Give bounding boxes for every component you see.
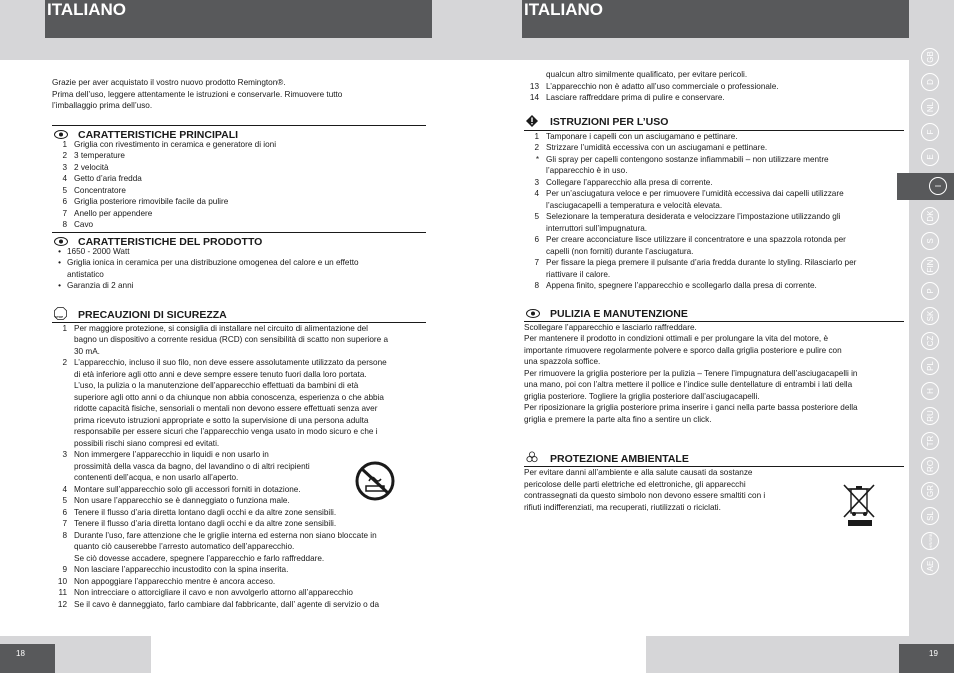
section-cleaning	[524, 304, 904, 322]
list-line	[52, 380, 426, 392]
list-line	[52, 587, 426, 599]
list-line	[524, 69, 904, 81]
item-number: 8	[62, 530, 67, 540]
language-tab[interactable]: GR	[921, 482, 939, 500]
item-number	[52, 346, 74, 358]
item-text: Collegare l’apparecchio alla presa di corrente.	[546, 177, 713, 187]
language-tab[interactable]: SL	[921, 507, 939, 525]
item-number	[52, 369, 74, 381]
page-number-right: 19	[899, 644, 954, 673]
page-title-right: ITALIANO	[522, 0, 909, 38]
item-number	[524, 269, 546, 281]
item-number	[524, 165, 546, 177]
instructions-list	[524, 131, 904, 292]
item-number	[52, 403, 74, 415]
recycle-icon	[526, 451, 538, 463]
list-line	[52, 599, 426, 611]
item-text: Anello per appendere	[74, 208, 153, 218]
list-line	[524, 165, 904, 177]
intro-text	[52, 77, 426, 112]
item-text: Se ciò dovesse accadere, spegnere l’apparecchio e farlo raffreddare.	[74, 553, 325, 563]
item-number: 11	[58, 588, 67, 597]
list-line	[524, 280, 904, 292]
list-item	[52, 208, 426, 220]
item-text: Non immergere l’apparecchio in liquidi e non usarlo in	[74, 450, 269, 459]
list-line	[524, 131, 904, 143]
list-item	[52, 219, 426, 231]
item-text: L’apparecchio, incluso il suo filo, non deve essere assolutamente utilizzato da persone	[74, 358, 387, 367]
list-line	[524, 200, 904, 212]
item-text: bagno un dispositivo a corrente residua (RCD) con sensibilità di scatto non superiore a	[74, 335, 389, 344]
language-tab[interactable]: TR	[921, 432, 939, 450]
item-text: Selezionare la temperatura desiderata e velocizzare l’impostazione utilizzando gli	[546, 212, 841, 221]
cleaning-line: Per riposizionare la griglia posteriore prima inserire i ganci nella parte bassa posteriore della	[524, 403, 858, 412]
item-text: Getto d’aria fredda	[74, 174, 142, 183]
language-tab[interactable]: AE	[921, 557, 939, 575]
item-number: 9	[62, 565, 67, 574]
list-line	[52, 357, 426, 369]
features-title: CARATTERISTICHE PRINCIPALI	[78, 128, 239, 141]
item-text: qualcun altro similmente qualificato, per evitare pericoli.	[546, 70, 748, 79]
item-text: 30 mA.	[74, 346, 100, 356]
item-number: 10	[57, 576, 67, 586]
item-number: 5	[534, 212, 539, 221]
list-line	[524, 142, 904, 154]
list-line	[52, 507, 426, 519]
item-number: 1	[62, 323, 67, 333]
language-tab[interactable]: FIN	[921, 257, 939, 275]
safety-list-continued	[524, 69, 904, 104]
item-text: contenenti dell’acqua, e non usarlo all’aperto.	[74, 473, 239, 482]
item-text: Appena finito, spegnere l’apparecchio e scollegarlo dalla presa di corrente.	[546, 281, 817, 290]
list-line	[52, 415, 426, 427]
item-text: Gli spray per capelli contengono sostanze infiammabili – non utilizzare mentre	[546, 154, 829, 164]
item-text: Griglia ionica in ceramica per una distribuzione omogenea del calore e un effetto	[67, 258, 359, 267]
safety-title: PRECAUZIONI DI SICUREZZA	[78, 308, 227, 321]
left-column	[52, 77, 426, 610]
section-instructions	[524, 112, 904, 131]
item-number	[524, 200, 546, 212]
list-line	[52, 426, 426, 438]
section-safety	[52, 305, 426, 323]
language-tab[interactable]: RU	[921, 407, 939, 425]
item-text: di età inferiore agli otto anni e deve sempre essere tenuto fuori dalla loro portata.	[74, 369, 367, 379]
cleaning-line: griglia e premere la parte alta fino a sentire un click.	[524, 414, 712, 424]
list-line	[524, 81, 904, 93]
list-line	[52, 438, 426, 450]
item-number: 3	[534, 177, 539, 187]
item-number	[52, 553, 74, 565]
list-line	[52, 576, 426, 588]
item-text: Per creare acconciature lisce utilizzare il concentratore e una spazzola rotonda per	[546, 235, 846, 244]
item-text: superiore agli otto anni o da chiunque non abbia conoscenza, esperienza o che abbia	[74, 392, 384, 402]
list-line	[52, 553, 426, 565]
item-text: Concentratore	[74, 185, 126, 195]
item-text: interruttori sull’impugnatura.	[546, 223, 648, 233]
item-number: 3	[62, 162, 67, 172]
item-text: Tamponare i capelli con un asciugamano e pettinare.	[546, 131, 738, 141]
item-text: Montare sull’apparecchio solo gli accessori forniti in dotazione.	[74, 484, 301, 494]
eye-icon	[526, 309, 540, 318]
item-text: Non lasciare l’apparecchio incustodito con la spina inserita.	[74, 565, 289, 574]
item-text: antistatico	[67, 269, 104, 279]
list-line	[52, 392, 426, 404]
item-number: 2	[62, 358, 67, 367]
item-text: possibili rischi siano compresi ed evitati.	[74, 438, 220, 448]
item-text: 3 temperature	[74, 151, 125, 160]
list-line	[524, 154, 904, 166]
item-text: Garanzia di 2 anni	[67, 281, 134, 290]
list-line	[524, 188, 904, 200]
language-tab[interactable]: H	[921, 382, 939, 400]
crossed-bin-icon	[840, 483, 878, 527]
item-text: Per maggiore protezione, si consiglia di installare nel circuito di alimentazione del	[74, 323, 368, 333]
list-line	[524, 257, 904, 269]
list-line	[52, 518, 426, 530]
list-line	[524, 92, 904, 104]
item-text: Se il cavo è danneggiato, farlo cambiare dal fabbricante, dall’ agente di servizio o da	[74, 599, 380, 609]
instructions-title: ISTRUZIONI PER L’USO	[550, 115, 669, 128]
language-tab[interactable]: P	[921, 282, 939, 300]
item-number: 4	[534, 189, 539, 198]
item-text: Tenere il flusso d’aria diretta lontano dagli occhi e da altre zone sensibili.	[74, 507, 337, 517]
item-number: 1	[534, 131, 539, 141]
product-list	[52, 246, 426, 292]
item-text: prossimità della vasca da bagno, del lavandino o di altri recipienti	[74, 461, 310, 471]
language-tab[interactable]: SK	[921, 307, 939, 325]
language-tab[interactable]: S	[921, 232, 939, 250]
list-item	[52, 269, 426, 281]
item-number: *	[535, 154, 539, 164]
language-tab[interactable]: PL	[921, 357, 939, 375]
item-number: 13	[529, 81, 539, 91]
item-text: 2 velocità	[74, 162, 109, 172]
item-text: Non usare l’apparecchio se è danneggiato o funziona male.	[74, 496, 290, 505]
item-number: 4	[62, 484, 67, 494]
item-number: 6	[62, 507, 67, 517]
list-line	[52, 323, 426, 335]
item-text: L’uso, la pulizia o la manutenzione dell’apparecchio effettuati da bambini di età	[74, 381, 359, 390]
item-number	[52, 426, 74, 438]
cleaning-title: PULIZIA E MANUTENZIONE	[550, 307, 688, 320]
item-number: 5	[62, 185, 67, 195]
item-number	[52, 541, 74, 553]
list-line	[524, 177, 904, 189]
item-number	[52, 438, 74, 450]
item-text: 1650 - 2000 Watt	[67, 246, 130, 256]
no-water-icon	[355, 461, 395, 501]
intro-line: Grazie per aver acquistato il vostro nuovo prodotto Remington®.	[52, 78, 286, 87]
language-tab[interactable]: F	[921, 123, 939, 141]
page-title-left: ITALIANO	[45, 0, 432, 38]
list-line	[524, 223, 904, 235]
list-line	[52, 449, 426, 461]
environment-line: contrassegnati da questo simbolo non devono essere smaltiti con i	[524, 491, 766, 500]
warning-icon	[526, 115, 538, 127]
intro-line: l’imballaggio prima dell’uso.	[52, 101, 153, 110]
language-tab[interactable]: HR/SRB	[921, 532, 939, 550]
language-tabs	[909, 48, 954, 582]
item-number: 5	[62, 496, 67, 505]
item-text: Tenere il flusso d’aria diretta lontano dagli occhi e da altre zone sensibili.	[74, 519, 337, 528]
item-number	[524, 246, 546, 258]
item-text: Strizzare l’umidità eccessiva con un asciugamani e pettinare.	[546, 143, 768, 152]
item-text: Non intrecciare o attorcigliare il cavo e non avvolgerlo attorno all’apparecchio	[74, 588, 353, 597]
list-line	[52, 369, 426, 381]
item-number: 1	[62, 139, 67, 149]
language-tab[interactable]: CZ	[921, 332, 939, 350]
environment-line: pericolose delle parti elettriche ed elettroniche, gli apparecchi	[524, 479, 746, 489]
item-text: quanto ciò causerebbe l’arresto automatico dell’apparecchio.	[74, 542, 295, 551]
list-line	[52, 334, 426, 346]
item-number	[524, 69, 546, 81]
item-text: capelli (non forniti) durante l’asciugatura.	[546, 246, 694, 256]
item-number: 2	[534, 143, 539, 152]
item-number: 7	[62, 208, 67, 218]
item-text: Per un’asciugatura veloce e per rimuovere l’umidità eccessiva dai capelli utilizzare	[546, 189, 844, 198]
product-title: CARATTERISTICHE DEL PRODOTTO	[78, 235, 263, 248]
cleaning-line: griglia posteriore. Togliere la griglia posteriore dall’asciugacapelli.	[524, 391, 760, 401]
item-number: 6	[534, 235, 539, 244]
list-item	[52, 162, 426, 174]
intro-line: Prima dell’uso, leggere attentamente le istruzioni e conservarle. Rimuovere tutto	[52, 89, 343, 99]
stop-icon-label: STOP	[55, 314, 64, 319]
bullet: •	[58, 246, 61, 256]
cleaning-line: una spazzola soffice.	[524, 357, 601, 366]
list-item	[52, 150, 426, 162]
list-line	[52, 346, 426, 358]
list-item	[52, 185, 426, 197]
item-text: Lasciare raffreddare prima di pulire e conservare.	[546, 93, 725, 102]
item-text: Griglia posteriore rimovibile facile da pulire	[74, 197, 229, 206]
cleaning-line: Per rimuovere la griglia posteriore per la pulizia – Tenere l’impugnatura dell’asciugacapelli in	[524, 368, 858, 378]
item-text: Griglia con rivestimento in ceramica e generatore di ioni	[74, 139, 277, 149]
item-text: L’apparecchio non è adatto all’uso commerciale o professionale.	[546, 81, 779, 91]
eye-icon	[54, 237, 68, 246]
item-text: Cavo	[74, 220, 94, 229]
item-number	[52, 334, 74, 346]
language-tab[interactable]: D	[921, 73, 939, 91]
item-number: 6	[62, 197, 67, 206]
list-line	[524, 269, 904, 281]
cleaning-line: una mano, poi con l’altra mettere il pollice e l’indice sulle dentellature di entrambi i lati della	[524, 380, 853, 389]
list-item	[52, 173, 426, 185]
bullet	[52, 269, 67, 281]
list-line	[524, 211, 904, 223]
item-number	[52, 461, 74, 473]
environment-title: PROTEZIONE AMBIENTALE	[550, 453, 689, 465]
language-tab[interactable]: GB	[921, 48, 939, 66]
cleaning-text	[524, 322, 904, 426]
item-number	[52, 415, 74, 427]
list-line	[52, 403, 426, 415]
bullet: •	[58, 281, 61, 290]
item-text: Non appoggiare l’apparecchio mentre è ancora acceso.	[74, 576, 276, 586]
item-number: 8	[62, 220, 67, 229]
language-tab[interactable]: RO	[921, 457, 939, 475]
item-number: 7	[534, 258, 539, 267]
page-number-left: 18	[0, 644, 55, 673]
list-line	[524, 234, 904, 246]
list-item	[52, 196, 426, 208]
environment-line: rifiuti indifferenziati, ma recuperati, riutilizzati o riciclati.	[524, 502, 721, 512]
list-item	[52, 280, 426, 292]
item-number: 14	[529, 93, 539, 102]
item-text: Durante l’uso, fare attenzione che le griglie interna ed esterna non siano bloccate in	[74, 530, 377, 540]
environment-line: Per evitare danni all’ambiente e alla salute causati da sostanze	[524, 468, 753, 477]
item-number: 12	[57, 599, 67, 609]
list-line	[524, 246, 904, 258]
language-tab[interactable]: NL	[921, 98, 939, 116]
cleaning-line: Per mantenere il prodotto in condizioni ottimali e per prolungare la vita del motore, è	[524, 334, 829, 343]
item-text: prima ricevuto istruzioni appropriate e sotto la supervisione di una persona adulta	[74, 415, 369, 425]
language-tab-active[interactable]	[897, 173, 954, 200]
list-line	[52, 564, 426, 576]
item-text: l’asciugacapelli a temperatura e velocità elevata.	[546, 200, 723, 210]
item-text: responsabile per essere sicuri che l’apparecchio venga usato in modo sicuro e che i	[74, 427, 378, 436]
item-text: ridotte capacità fisiche, sensoriali o mentali non devono essere effettuati senza aver	[74, 404, 378, 413]
bullet: •	[58, 258, 61, 267]
eye-icon	[54, 130, 68, 139]
item-text: Per fissare la piega premere il pulsante d’aria fredda durante lo styling. Rilasciarlo per	[546, 258, 857, 267]
language-tab[interactable]: E	[921, 148, 939, 166]
language-tab[interactable]: DK	[921, 207, 939, 225]
item-number	[52, 392, 74, 404]
list-line	[52, 530, 426, 542]
cleaning-line: importante rimuovere regolarmente polvere e sporco dalla griglia posteriore e pulire con	[524, 345, 842, 355]
right-column	[524, 69, 904, 513]
cleaning-line: Scollegare l’apparecchio e lasciarlo raffreddare.	[524, 322, 697, 332]
item-number	[52, 472, 74, 484]
item-number: 2	[62, 151, 67, 160]
item-text: riattivare il calore.	[546, 269, 611, 279]
list-line	[52, 541, 426, 553]
language-tab-label: I	[929, 177, 947, 195]
section-features	[52, 125, 426, 142]
features-list	[52, 139, 426, 231]
section-environment	[524, 449, 904, 467]
item-number: 3	[62, 450, 67, 459]
item-number	[524, 223, 546, 235]
section-product	[52, 232, 426, 249]
item-number	[52, 380, 74, 392]
item-text: l’apparecchio è in uso.	[546, 166, 628, 175]
item-number: 4	[62, 174, 67, 183]
item-number: 8	[534, 281, 539, 290]
list-item	[52, 257, 426, 269]
item-number: 7	[62, 519, 67, 528]
